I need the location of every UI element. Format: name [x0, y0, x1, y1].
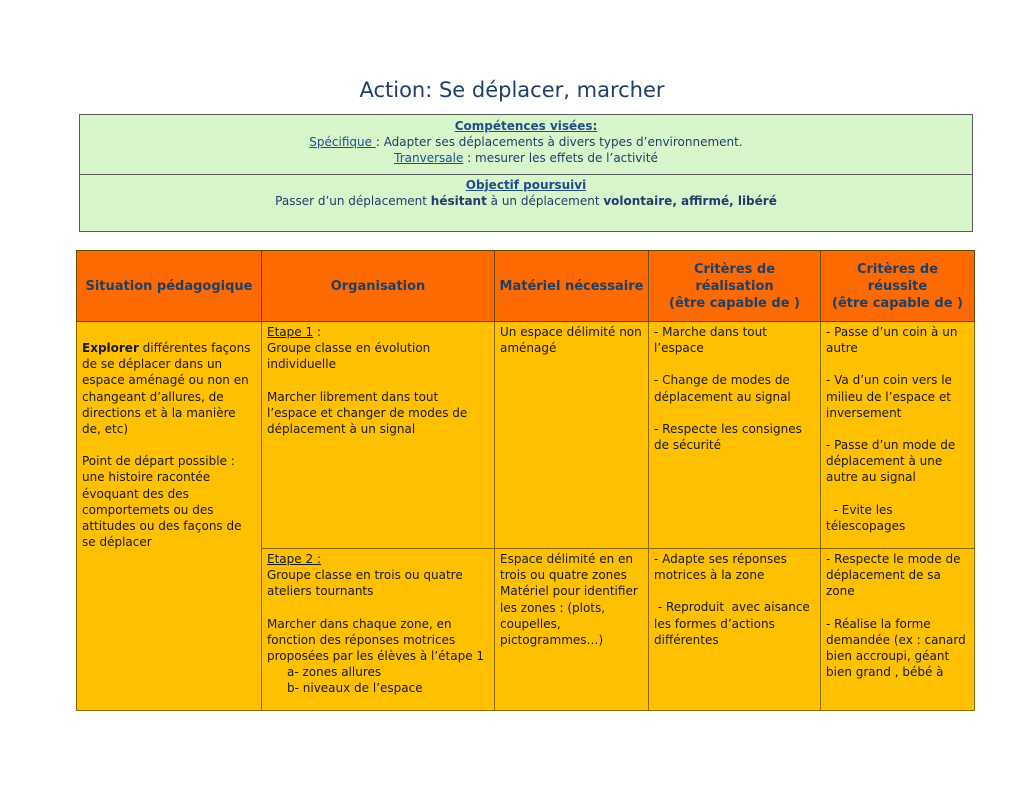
situation-text: différentes façons de se déplacer dans un espace aménagé ou non en changeant d’allures, de directions et à la manière de, etc) [82, 341, 251, 437]
objectif-word-hesitant: hésitant [430, 194, 487, 208]
etape1-org2: Marcher librement dans tout l’espace et changer de modes de déplacement à un signal [267, 389, 468, 437]
specifique-text: Adapter ses déplacements à divers types d’environnement. [383, 135, 743, 149]
organisation-cell-2 [262, 549, 495, 711]
etape2-org1: Groupe classe en trois ou quatre ateliers tournants [267, 568, 463, 599]
etape1-org1: Groupe classe en évolution individuelle [267, 341, 431, 372]
objectif-word-volontaire: volontaire, affirmé, libéré [603, 194, 777, 208]
situation-cell [77, 322, 262, 711]
reussite2-item: - Respecte le mode de déplacement de sa zone [826, 552, 961, 599]
competences-section [80, 115, 972, 175]
transversale-text: mesurer les effets de l’activité [475, 151, 658, 165]
transversale-label: Tranversale [394, 151, 464, 165]
realisation1-item: - Respecte les consignes de sécurité [654, 421, 802, 453]
activity-table [76, 250, 975, 711]
header-materiel: Matériel nécessaire [495, 251, 649, 322]
competences-heading: Compétences visées: [454, 119, 598, 133]
materiel-cell-1 [495, 322, 649, 549]
etape2-label: Etape 2 : [267, 552, 321, 566]
etape1-suffix: : [313, 325, 321, 339]
header-criteres-reussite-title: Critères de réussite [856, 261, 939, 294]
specifique-sep: : [375, 135, 384, 149]
objectif-pre: Passer d’un déplacement [275, 194, 431, 208]
situation-lead: Explorer [82, 341, 139, 355]
realisation-cell-2 [649, 549, 821, 711]
materiel1-text: Un espace délimité non aménagé [500, 325, 642, 356]
situation-text2: Point de départ possible : une histoire racontée évoquant des des comportemets ou des attitudes ou des façons de se déplacer [82, 454, 242, 550]
objectif-mid: à un déplacement [486, 194, 604, 208]
etape1-label: Etape 1 [267, 325, 314, 339]
reussite-cell-2 [821, 549, 975, 711]
etape2-steps [267, 664, 489, 696]
realisation2-item: - Adapte ses réponses motrices à la zone [654, 552, 787, 583]
realisation-cell-1 [649, 322, 821, 549]
specifique-label: Spécifique [309, 135, 376, 149]
transversale-sep: : [463, 151, 476, 165]
realisation2-item: - Reproduit avec aisance les formes d’actions différentes [654, 600, 814, 647]
header-organisation: Organisation [262, 251, 495, 322]
materiel2-text: Espace délimité en en trois ou quatre zones [500, 552, 633, 583]
objectif-heading: Objectif poursuivi [465, 178, 587, 192]
header-criteres-reussite [821, 251, 975, 322]
etape2-org2: Marcher dans chaque zone, en fonction des réponses motrices proposées par les élèves à l’étape 1 [267, 616, 485, 664]
objectif-section [80, 175, 972, 209]
page-title: Action: Se déplacer, marcher [359, 78, 665, 102]
reussite1-item: - Va d’un coin vers le milieu de l’espace et inversement [826, 373, 952, 420]
header-criteres-reussite-sub: (être capable de ) [832, 295, 963, 311]
materiel-cell-2 [495, 549, 649, 711]
reussite-cell-1 [821, 322, 975, 549]
reussite1-item: - Passe d’un mode de déplacement à une autre au signal [826, 438, 956, 485]
header-criteres-realisation-title: Critères de réalisation [693, 261, 776, 294]
reussite2-item: - Réalise la forme demandée (ex : canard bien accroupi, géant bien grand , bébé à [826, 616, 966, 680]
organisation-cell-1 [262, 322, 495, 549]
realisation1-item: - Change de modes de déplacement au signal [654, 373, 791, 404]
header-situation: Situation pédagogique [77, 251, 262, 322]
list-item: a- zones allures [287, 665, 382, 680]
header-criteres-realisation-sub: (être capable de ) [669, 295, 800, 311]
realisation1-item: - Marche dans tout l’espace [654, 325, 767, 356]
reussite1-item: - Evite les télescopages [826, 502, 906, 533]
materiel2-text2: Matériel pour identifier les zones : (plots, coupelles, pictogrammes…) [500, 584, 638, 648]
reussite1-item: - Passe d’un coin à un autre [826, 325, 958, 356]
table-row [77, 322, 975, 549]
header-criteres-realisation [649, 251, 821, 322]
goals-box [79, 114, 973, 232]
table-header-row [77, 251, 975, 322]
list-item: b- niveaux de l’espace [287, 681, 423, 696]
